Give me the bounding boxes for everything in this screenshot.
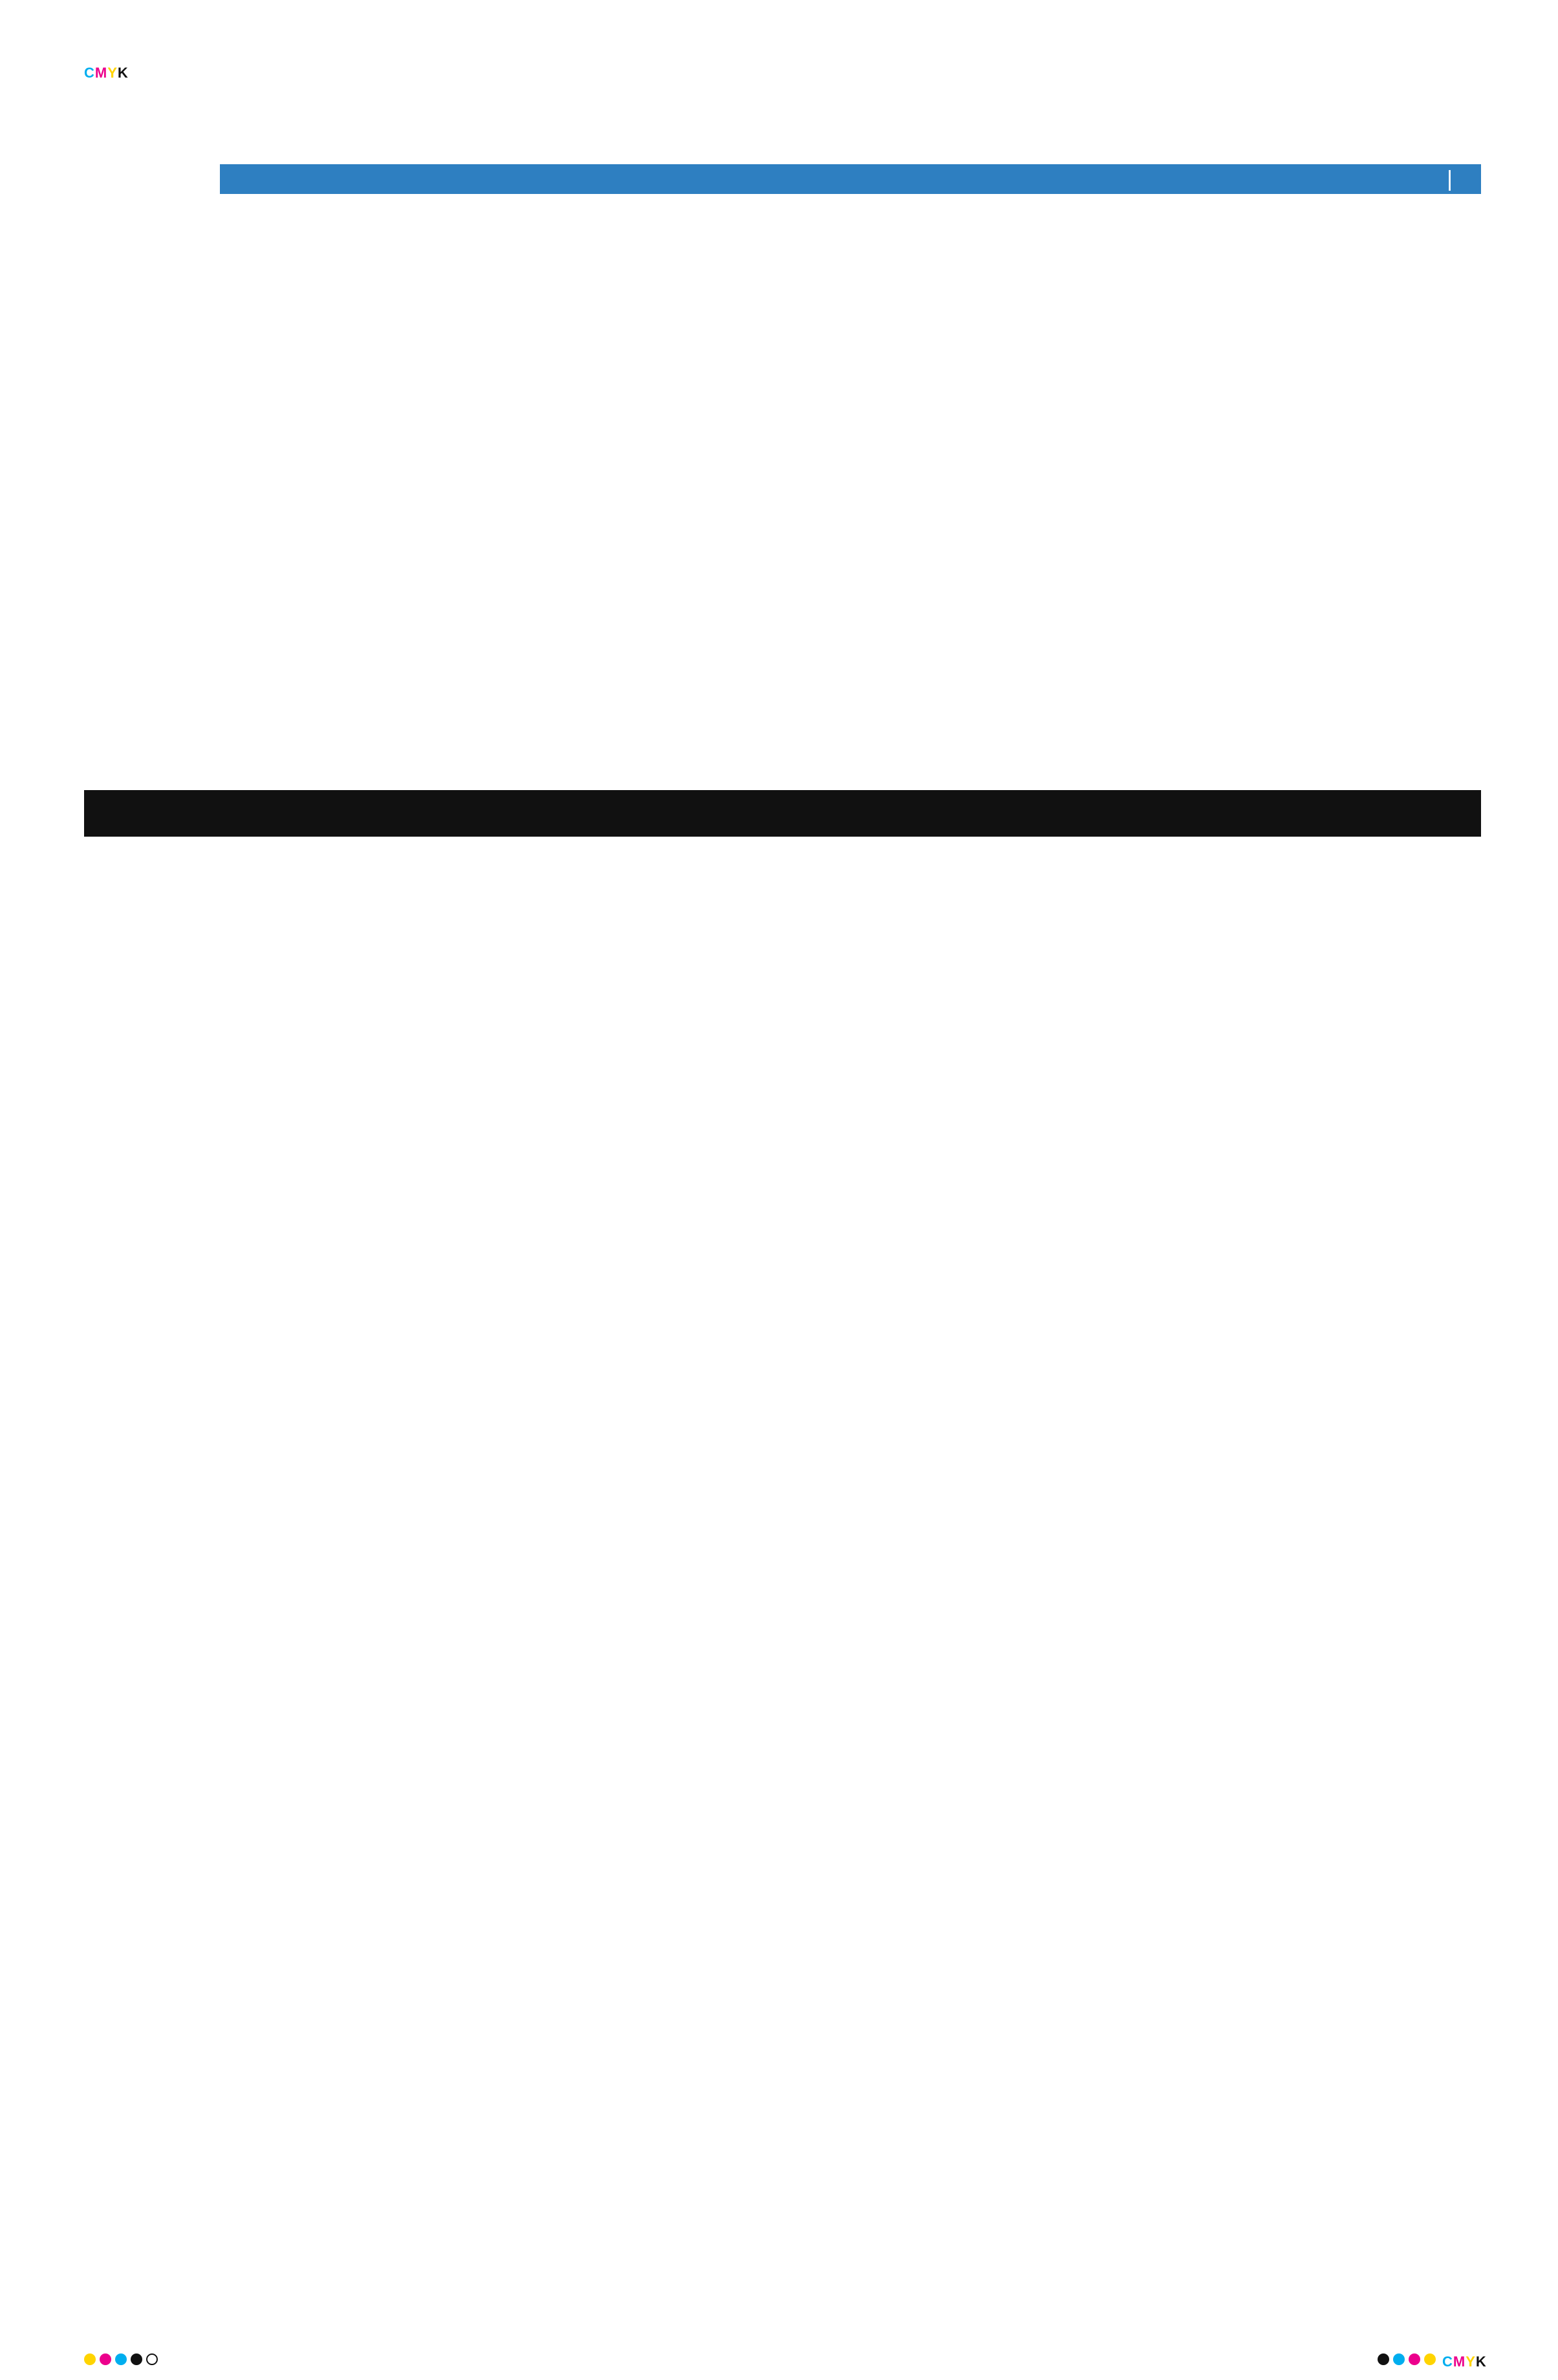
masthead-bar [220,164,1481,194]
column-1 [84,844,423,2357]
continued-stories [84,844,1481,2357]
continue-banner [84,790,1481,837]
lead-story-columns [84,278,1481,782]
register-mark-bottom: CMYK [1442,2353,1487,2370]
masthead-top [84,89,1481,164]
masthead [84,89,1481,193]
register-mark-top: CMYK [84,65,129,81]
column-2 [437,844,776,2357]
column-3 [790,844,1129,2357]
separator: | [1447,166,1453,191]
column-4 [1143,844,1482,2357]
